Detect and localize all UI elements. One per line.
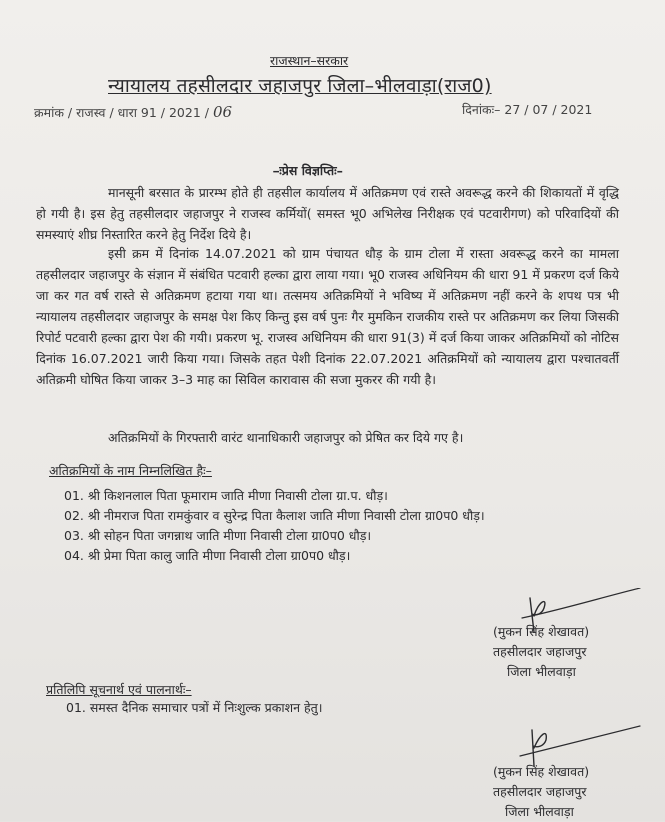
office-heading: न्यायालय तहसीलदार जहाजपुर जिला–भीलवाड़ा(राज0): [108, 75, 492, 97]
paragraph-case-details: इसी क्रम में दिनांक 14.07.2021 को ग्राम पंचायत धौड़ के ग्राम टोला में रास्ता अवरूद्ध करने का मामला तहसीलदार जहाजपुर के संज्ञान में संबंधित पटवारी हल्का द्वारा लाया गया। भू0 राजस्व अधिनियम की धारा 91 में प्रकरण दर्ज किये जा कर गत वर्ष रास्ते से अतिक्रमण हटाया गया था। तत्समय अतिक्रमियों ने भविष्य में अतिक्रमण नहीं करने के शपथ पत्र भी न्यायालय तहसीलदार जहाजपुर के समक्ष पेश किए किन्तु इस वर्ष पुनः गैर मुमकिन राजकीय रास्ते पर अतिक्रमण कर लिया जिसकी रिपोर्ट पटवारी हल्का द्वारा पेश की गयी। प्रकरण भू. राजस्व अधिनियम की धारा 91(3) में दर्ज किया जाकर अतिक्रमियों को नोटिस दिनांक 16.07.2021 जारी किया गया। जिसके तहत पेशी दिनांक 22.07.2021 अतिक्रमियों को न्यायालय द्वारा पश्चातवर्ती अतिक्रमी घोषित किया जाकर 3–3 माह का सिविल कारावास की सजा मुकरर की गयी है।: [36, 246, 619, 387]
signatory-designation: तहसीलदार जहाजपुर: [493, 784, 587, 799]
accused-list-item: 02. श्री नीमराज पिता रामकुंवार व सुरेन्द्र पिता कैलाश जाति मीणा निवासी टोला ग्रा0प0 धौड़।: [64, 508, 485, 523]
reference-number: [34, 103, 232, 121]
accused-list-title: अतिक्रमियों के नाम निम्नलिखित हैः–: [49, 463, 212, 478]
paragraph-warrant: अतिक्रमियों के गिरफ्तारी वारंट थानाधिकारी जहाजपुर को प्रेषित कर दिये गए है।: [108, 430, 464, 445]
accused-list-item: 01. श्री किशनलाल पिता फूमाराम जाति मीणा निवासी टोला ग्रा.प. धौड़।: [64, 488, 388, 503]
press-release-heading: –ःप्रेस विज्ञप्तिः–: [273, 163, 343, 178]
accused-list-item: 03. श्री सोहन पिता जगन्नाथ जाति मीणा निवासी टोला ग्रा0प0 धौड़।: [64, 528, 372, 543]
paragraph-intro: मानसूनी बरसात के प्रारम्भ होते ही तहसील कार्यालय में अतिक्रमण एवं रास्ते अवरूद्ध करने की शिकायतों में वृद्धि हो गयी है। इस हेतु तहसीलदार जहाजपुर ने राजस्व कर्मियों( समस्त भू0 अभिलेख निरीक्षक एवं पटवारीगण) को परिवादियों की समस्याएं शीघ्र निस्तारित करने हेतु निर्देश दिये है।: [36, 185, 619, 242]
signatory-district: जिला भीलवाड़ा: [505, 804, 574, 819]
signatory-district: जिला भीलवाड़ा: [507, 664, 576, 679]
reference-printed: क्रमांक / राजस्व / धारा 91 / 2021 /: [34, 105, 209, 120]
copy-to-item: 01. समस्त दैनिक समाचार पत्रों में निःशुल्क प्रकाशन हेतु।: [66, 700, 323, 715]
signature-block: [493, 622, 589, 682]
signature-block: [493, 762, 589, 822]
copy-to-title: प्रतिलिपि सूचनार्थ एवं पालनार्थः–: [46, 682, 192, 697]
signatory-name: (मुकन सिंह शेखावत): [493, 624, 590, 639]
signatory-designation: तहसीलदार जहाजपुर: [493, 644, 587, 659]
accused-list-item: 04. श्री प्रेमा पिता कालु जाति मीणा निवासी टोला ग्रा0प0 धौड़।: [64, 548, 351, 563]
signatory-name: (मुकन सिंह शेखावत): [493, 764, 590, 779]
reference-handwritten-number: 06: [212, 103, 233, 121]
document-date: दिनांकः– 27 / 07 / 2021: [462, 102, 593, 117]
government-heading: राजस्थान–सरकार: [270, 53, 349, 68]
